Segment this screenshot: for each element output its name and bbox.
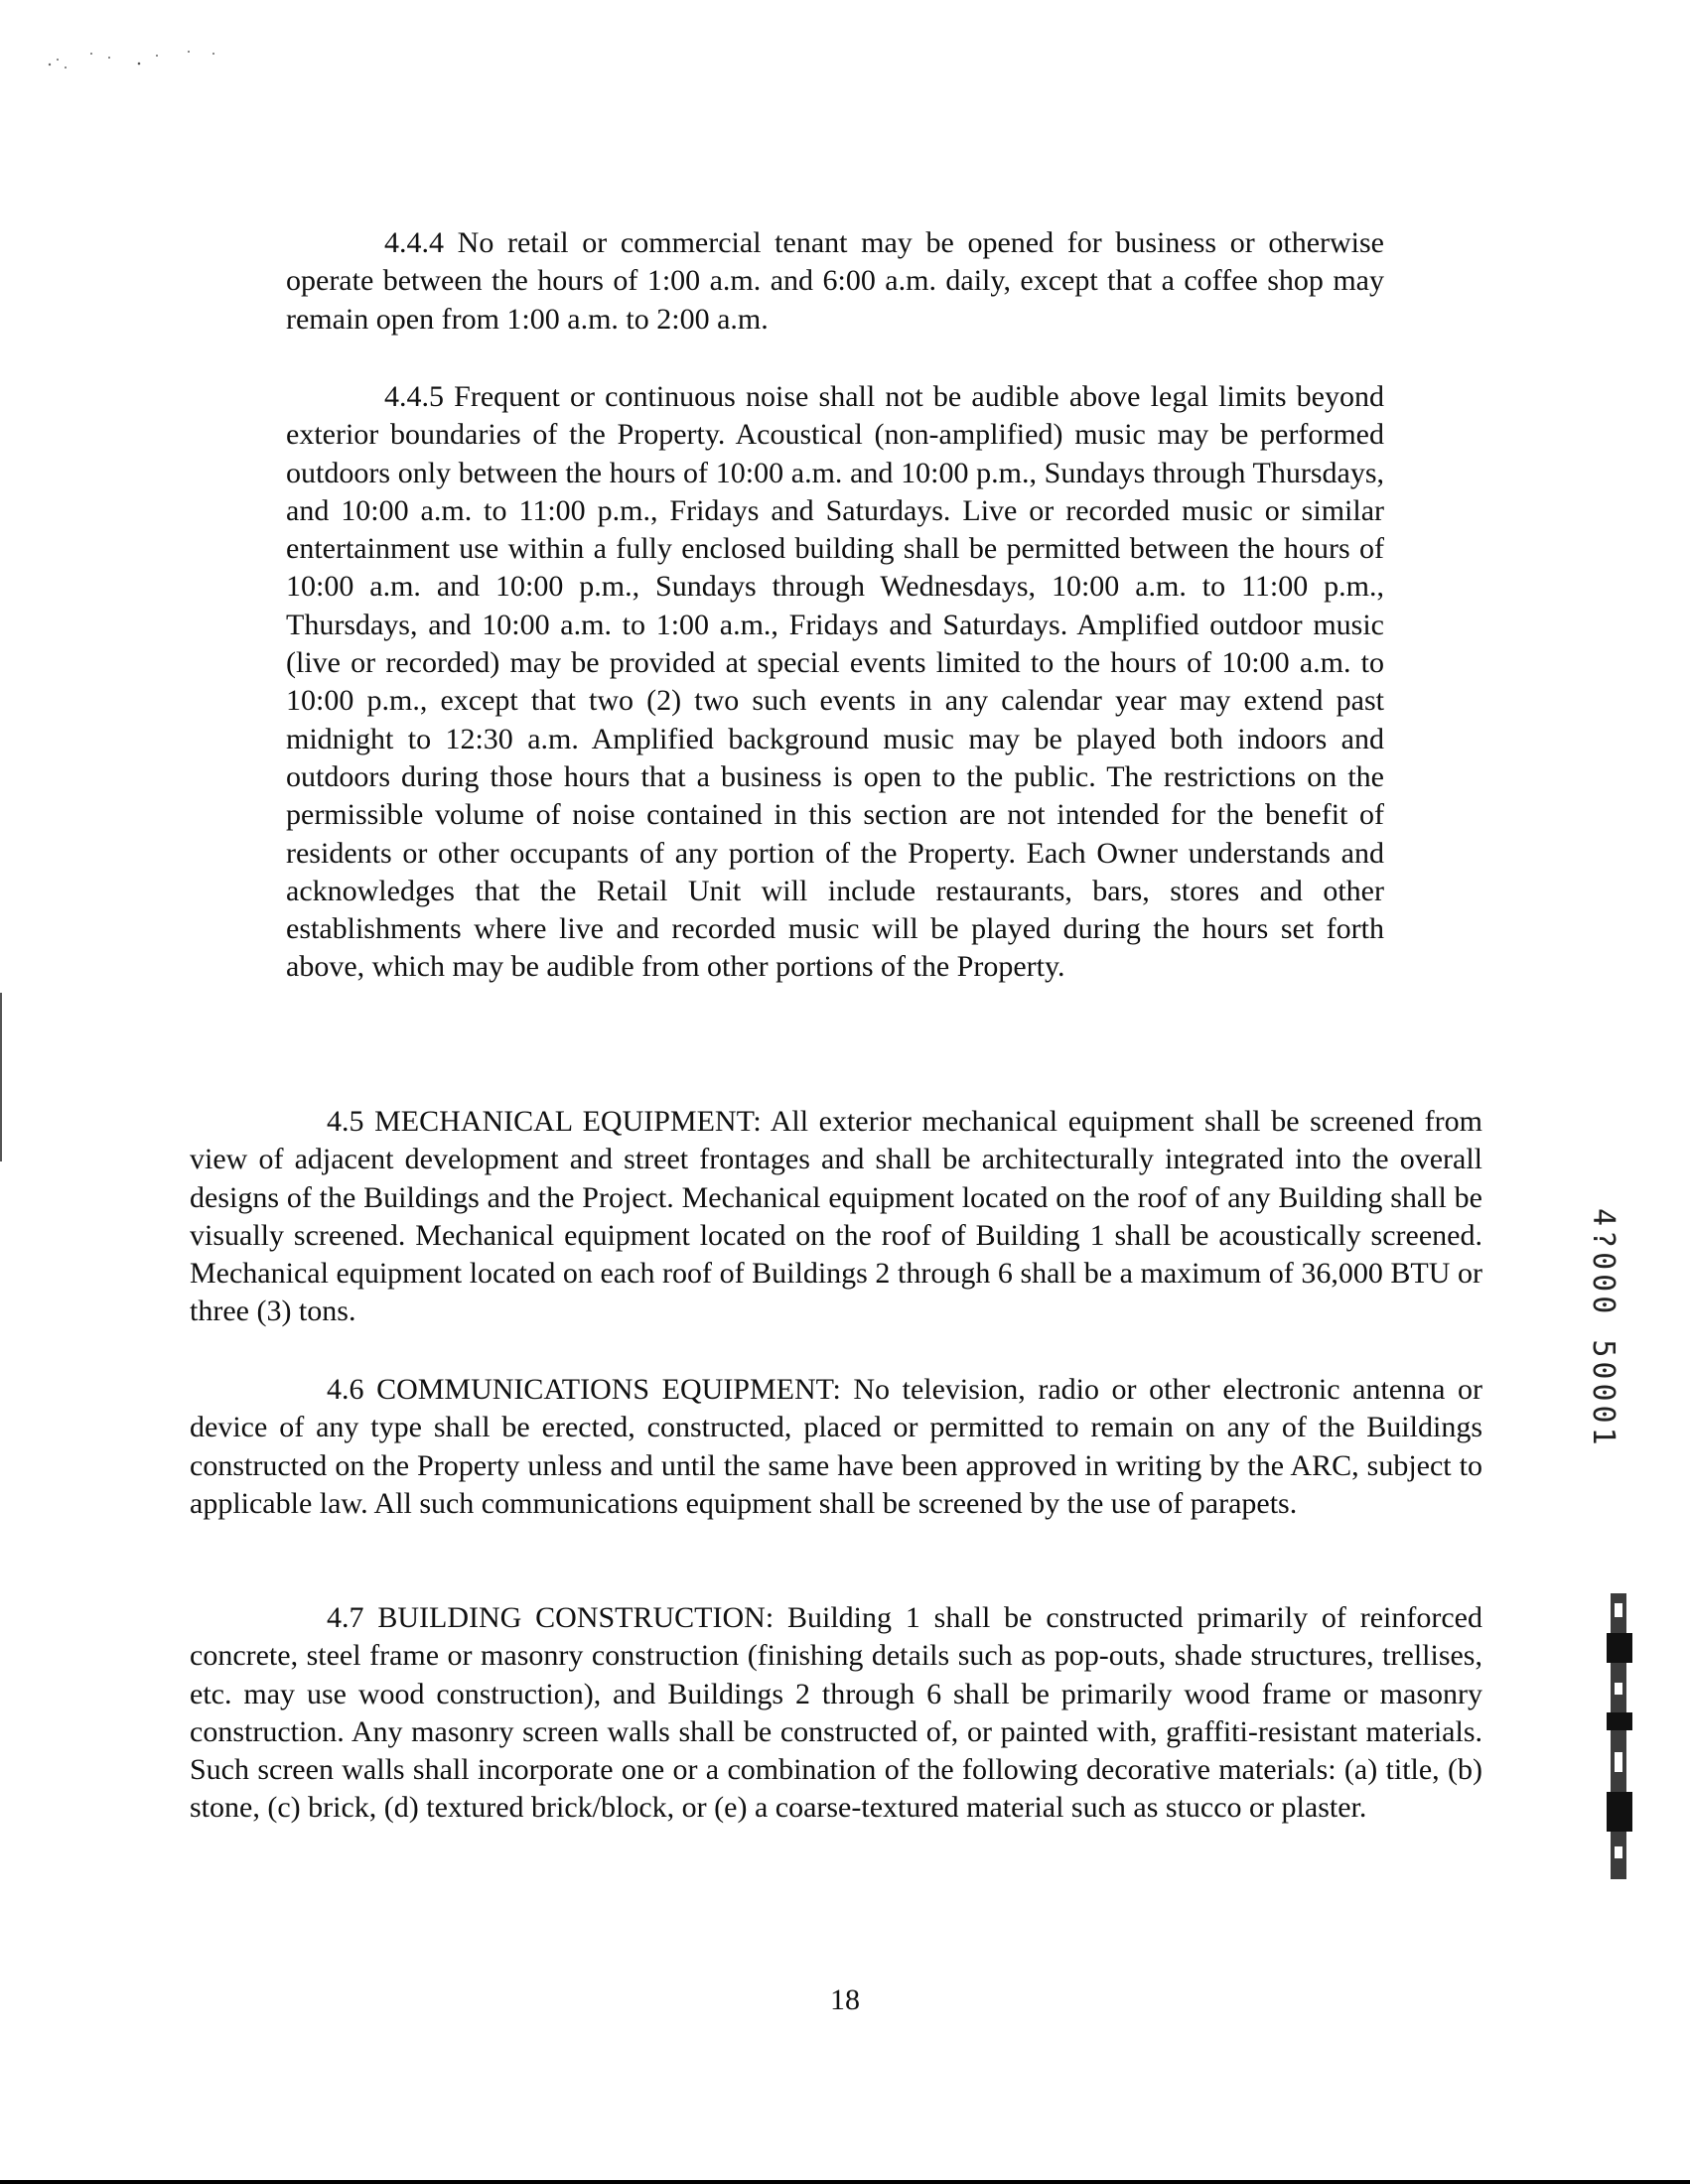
recorder-stamp-mark [1603,1593,1636,1879]
paragraph-4-5-mechanical-equipment: 4.5 MECHANICAL EQUIPMENT: All exterior mechanical equipment shall be screened from view of adjacent development and street frontages and shall be architecturally integrated into the overall designs of the Buildings and the Project. Mechanical equipment located on the roof of any Building shall be visually screened. Mechanical equipment located on the roof of Building 1 shall be acoustically screened. Mechanical equipment located on each roof of Buildings 2 through 6 shall be a maximum of 36,000 BTU or three (3) tons. [190,1105,1482,1328]
page-number: 18 [830,1983,860,2016]
scan-speckle-marks [40,40,238,79]
paragraph-4-6-communications-equipment: 4.6 COMMUNICATIONS EQUIPMENT: No television, radio or other electronic antenna or device of any type shall be erected, constructed, placed or permitted to remain on any of the Buildings constructed on the Property unless and until the same have been approved in writing by the ARC, subject to applicable law. All such communications equipment shall be screened by the use of parapets. [190,1373,1482,1520]
paragraph-4-7-building-construction: 4.7 BUILDING CONSTRUCTION: Building 1 shall be constructed primarily of reinforced concrete, steel frame or masonry construction (finishing details such as pop-outs, shade structures, trellises, etc. may use wood construction), and Buildings 2 through 6 shall be primarily wood frame or masonry construction. Any masonry screen walls shall be constructed of, or painted with, graffiti-resistant materials. Such screen walls shall incorporate one or a combination of the following decorative materials: (a) title, (b) stone, (c) brick, (d) textured brick/block, or (e) a coarse-textured material such as stucco or plaster. [190,1601,1482,1825]
paragraph-4-4-4: 4.4.4 No retail or commercial tenant may be opened for business or otherwise operate between the hours of 1:00 a.m. and 6:00 a.m. daily, except that a coffee shop may remain open from 1:00 a.m. to 2:00 a.m. [286,226,1384,336]
scan-edge-mark [0,993,2,1161]
bottom-edge-rule [0,2180,1690,2184]
paragraph-4-4-5: 4.4.5 Frequent or continuous noise shall not be audible above legal limits beyond exterior boundaries of the Property. Acoustical (non-amplified) music may be performed outdoors only between the hours of 10:00 a.m. and 10:00 p.m., Sundays through Thursdays, and 10:00 a.m. to 11:00 p.m., Fridays and Saturdays. Live or recorded music or similar entertainment use within a fully enclosed building shall be permitted between the hours of 10:00 a.m. and 10:00 p.m., Sundays through Wednesdays, 10:00 a.m. to 11:00 p.m., Thursdays, and 10:00 a.m. to 1:00 a.m., Fridays and Saturdays. Amplified outdoor music (live or recorded) may be provided at special events limited to the hours of 10:00 a.m. to 10:00 p.m., except that two (2) two such events in any calendar year may extend past midnight to 12:30 a.m. Amplified background music may be played both indoors and outdoors during those hours that a business is open to the public. The restrictions on the permissible volume of noise contained in this section are not intended for the benefit of residents or other occupants of any portion of the Property. Each Owner understands and acknowledges that the Retail Unit will include restaurants, bars, stores and other establishments where live and recorded music will be played during the hours set forth above, which may be audible from other portions of the Property. [286,380,1384,984]
recording-number-stamp: 4?000 50001 [1586,1208,1620,1449]
